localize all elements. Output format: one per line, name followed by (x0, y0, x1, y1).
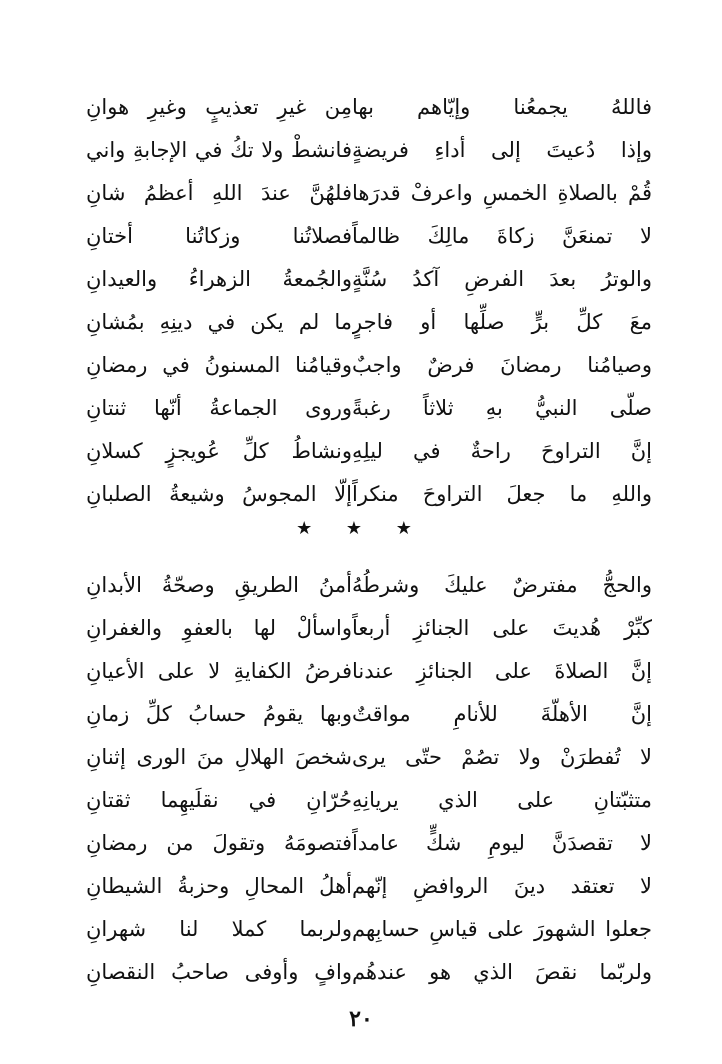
second-hemistich: وافٍ وأوفى صاحبُ النقصانِ (86, 960, 352, 984)
first-hemistich: والحجُّ مفترضٌ عليكَ وشرطُهُ (352, 573, 652, 597)
first-hemistich: صلّى النبيُّ بهِ ثلاثاً رغبةً (352, 396, 652, 420)
second-hemistich: فصلاتُنا وزكاتُنا أختانِ (86, 224, 352, 248)
poem-line (0, 86, 722, 129)
second-hemistich: واسألْ لها بالعفوِ والغفرانِ (86, 616, 352, 640)
second-hemistich: فانشطْ ولا تكُ في الإجابةِ واني (86, 138, 352, 162)
second-hemistich: أمنُ الطريقِ وصحّةُ الأبدانِ (86, 573, 352, 597)
second-hemistich: مِن غيرِ تعذيبٍ وغيرِ هوانِ (86, 95, 352, 119)
poem-line (0, 822, 722, 865)
poem-line (0, 172, 722, 215)
poem-section-1 (0, 86, 722, 516)
second-hemistich: شخصَ الهلالِ منَ الورى إثنانِ (86, 745, 352, 769)
first-hemistich: إنَّ الأهلّةَ للأنامِ مواقتٌ (352, 702, 652, 726)
second-hemistich: إلّا المجوسُ وشيعةُ الصلبانِ (86, 482, 352, 506)
first-hemistich: لا تقصدَنَّ ليومِ شكٍّ عامداً (352, 831, 652, 855)
second-hemistich: وقيامُنا المسنونُ في رمضانِ (86, 353, 352, 377)
second-hemistich: فرضُ الكفايةِ لا على الأعيانِ (86, 659, 352, 683)
poem-line (0, 779, 722, 822)
poem-line (0, 865, 722, 908)
poem-line (0, 215, 722, 258)
poem-line (0, 129, 722, 172)
poem-line (0, 607, 722, 650)
poem-line (0, 387, 722, 430)
first-hemistich: إنَّ الصلاةَ على الجنائزِ عندنا (352, 659, 652, 683)
second-hemistich: ولربما كملا لنا شهرانِ (86, 917, 352, 941)
poem-line (0, 908, 722, 951)
poem-line (0, 650, 722, 693)
first-hemistich: ولربّما نقصَ الذي هو عندهُم (352, 960, 652, 984)
poem-line (0, 693, 722, 736)
first-hemistich: لا تُفطرَنْ ولا تصُمْ حتّى يرى (352, 745, 652, 769)
first-hemistich: والوترُ بعدَ الفرضِ آكدُ سُنَّةٍ (352, 267, 652, 291)
poem-line (0, 564, 722, 607)
second-hemistich: أهلُ المحالِ وحزبةُ الشيطانِ (86, 874, 352, 898)
second-hemistich: وبها يقومُ حسابُ كلِّ زمانِ (86, 702, 352, 726)
poem-line (0, 344, 722, 387)
first-hemistich: لا تعتقد دينَ الروافضِ إنّهم (352, 874, 652, 898)
poem-line (0, 736, 722, 779)
first-hemistich: جعلوا الشهورَ على قياسِ حسابِهم (352, 917, 652, 941)
page-number: ٢٠ (349, 1006, 373, 1032)
first-hemistich: لا تمنعَنَّ زكاةَ مالِكَ ظالماً (352, 224, 652, 248)
second-hemistich: ونشاطُ كلِّ عُويجزٍ كسلانِ (86, 439, 352, 463)
first-hemistich: متثبّتانِ على الذي يريانِهِ (352, 788, 652, 812)
second-hemistich: ما لم يكن في دينِهِ بمُشانِ (86, 310, 352, 334)
second-hemistich: وروى الجماعةُ أنّها ثنتانِ (86, 396, 352, 420)
first-hemistich: واللهِ ما جعلَ التراوحَ منكراً (352, 482, 652, 506)
second-hemistich: فلهُنَّ عندَ اللهِ أعظمُ شانِ (86, 181, 352, 205)
second-hemistich: والجُمعةُ الزهراءُ والعيدانِ (86, 267, 352, 291)
first-hemistich: معَ كلِّ برٍّ صلِّها أو فاجرٍ (352, 310, 652, 334)
second-hemistich: حُرّانِ في نقلَيهِما ثقتانِ (86, 788, 352, 812)
first-hemistich: وصيامُنا رمضانَ فرضٌ واجبٌ (352, 353, 652, 377)
second-hemistich: فتصومَهُ وتقولَ من رمضانِ (86, 831, 352, 855)
poem-line (0, 473, 722, 516)
poem-section-2 (0, 564, 722, 994)
first-hemistich: قُمْ بالصلاةِ الخمسِ واعرفْ قدرَها (352, 181, 652, 205)
poem-line (0, 951, 722, 994)
first-hemistich: كبِّرْ هُديتَ على الجنائزِ أربعاً (352, 616, 652, 640)
poem-line (0, 301, 722, 344)
first-hemistich: فاللهُ يجمعُنا وإيّاهم بها (352, 95, 652, 119)
poem-line (0, 258, 722, 301)
first-hemistich: وإذا دُعيتَ إلى أداءِ فريضةٍ (352, 138, 652, 162)
first-hemistich: إنَّ التراوحَ راحةٌ في ليلِهِ (352, 439, 652, 463)
section-separator-stars: ★ ★ ★ (296, 518, 426, 539)
poem-line (0, 430, 722, 473)
